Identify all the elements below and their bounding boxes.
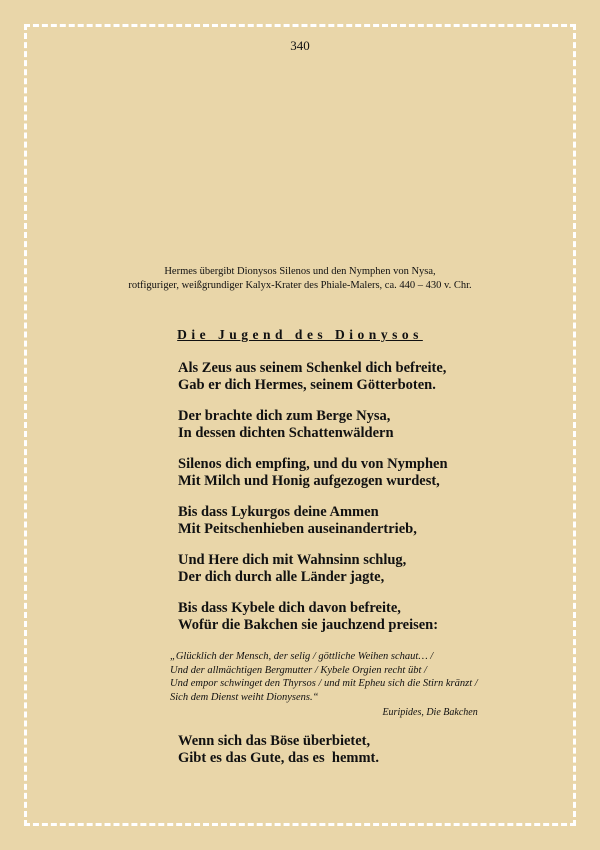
caption-line: Hermes übergibt Dionysos Silenos und den Nymphen von Nysa, <box>164 266 436 277</box>
stanza <box>178 504 448 538</box>
poem-line: Mit Peitschenhieben auseinandertrieb, <box>178 521 417 537</box>
euripides-quote <box>170 650 478 720</box>
poem-line: Mit Milch und Honig aufgezogen wurdest, <box>178 473 440 489</box>
poem-line: Der brachte dich zum Berge Nysa, <box>178 408 391 424</box>
poem-line: Und Here dich mit Wahnsinn schlug, <box>178 552 407 568</box>
poem-line: Bis dass Lykurgos deine Ammen <box>178 504 379 520</box>
poem-body <box>178 360 448 648</box>
quote-line: Sich dem Dienst weiht Dionysens.“ <box>170 691 319 703</box>
poem-line: Der dich durch alle Länder jagte, <box>178 569 385 585</box>
poem-line: Silenos dich empfing, und du von Nymphen <box>178 456 448 472</box>
closing-couplet <box>178 733 379 767</box>
stanza <box>178 456 448 490</box>
quote-line: „Glücklich der Mensch, der selig / göttliche Weihen schaut… / <box>170 651 434 662</box>
poem-line: Gab er dich Hermes, seinem Götterboten. <box>178 377 436 393</box>
quote-source: Euripides, Die Bakchen <box>382 707 478 718</box>
closing-line: Gibt es das Gute, das es hemmt. <box>178 750 379 766</box>
stanza <box>178 360 448 394</box>
poem-line: In dessen dichten Schattenwäldern <box>178 425 394 441</box>
figure-caption <box>0 265 600 293</box>
stanza <box>178 600 448 634</box>
poem-line: Wofür die Bakchen sie jauchzend preisen: <box>178 617 439 633</box>
closing-line: Wenn sich das Böse überbietet, <box>178 733 371 749</box>
stanza <box>178 408 448 442</box>
poem-line: Bis dass Kybele dich davon befreite, <box>178 600 401 616</box>
quote-line: Und der allmächtigen Bergmutter / Kybele Orgien recht übt / <box>170 664 427 676</box>
quote-line: Und empor schwinget den Thyrsos / und mit Epheu sich die Stirn kränzt / <box>170 678 478 689</box>
caption-line: rotfiguriger, weißgrundiger Kalyx-Krater des Phiale-Malers, ca. 440 – 430 v. Chr. <box>128 280 472 291</box>
stanza <box>178 552 448 586</box>
poem-title: Die Jugend des Dionysos <box>177 327 423 342</box>
page-number: 340 <box>290 38 310 53</box>
poem-line: Als Zeus aus seinem Schenkel dich befreite, <box>178 360 447 376</box>
